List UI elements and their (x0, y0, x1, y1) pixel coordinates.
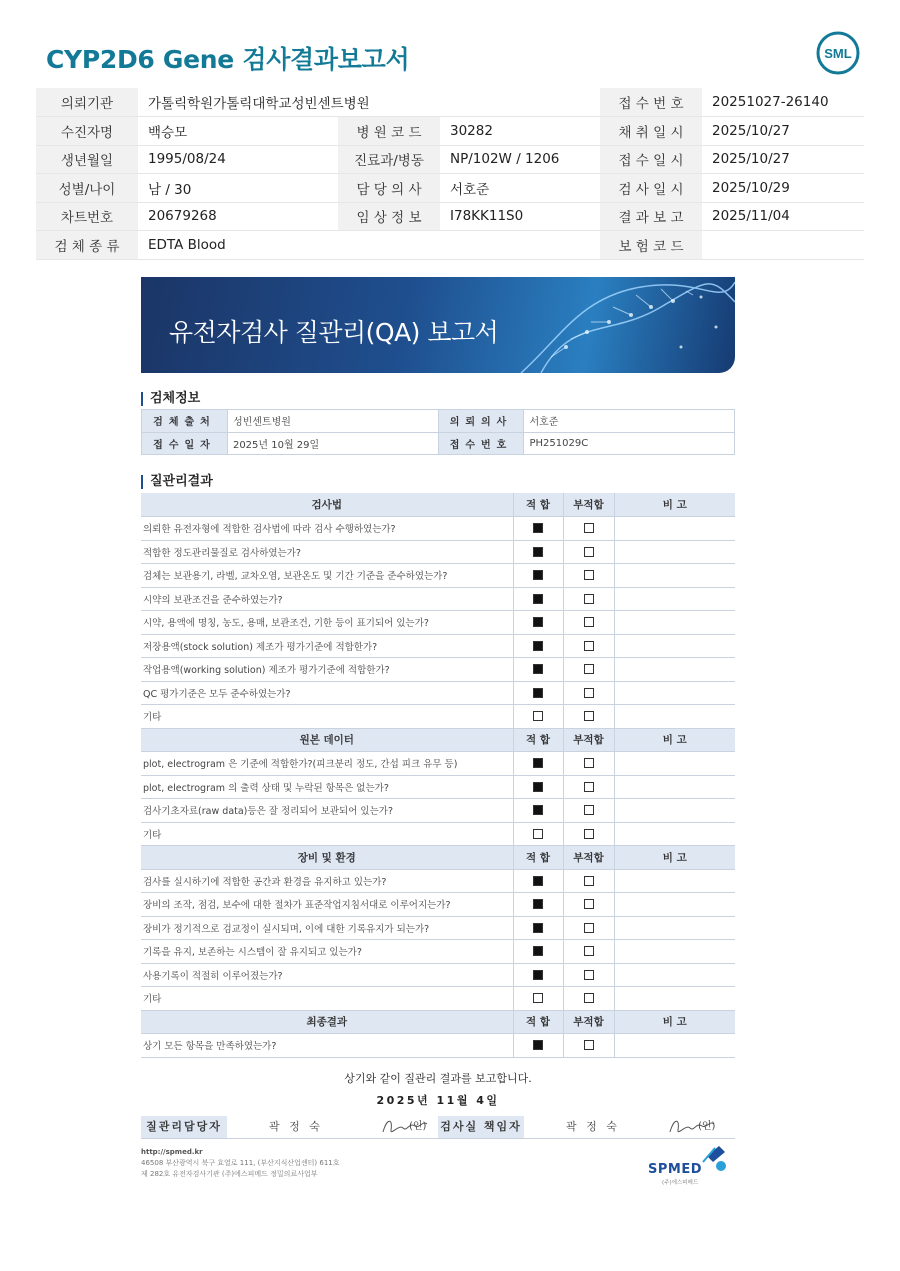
qa-manager-seal: (인) (409, 1121, 427, 1132)
pass-checkbox (533, 758, 543, 768)
info-value: 30282 (440, 117, 600, 146)
lab-director-seal: (인) (698, 1121, 716, 1132)
lab-director-signature (666, 1110, 726, 1140)
qa-question: 기록을 유지, 보존하는 시스템이 잘 유지되고 있는가? (141, 940, 513, 964)
specimen-table (141, 409, 735, 455)
specimen-source-value: 성빈센트병원 (227, 410, 438, 433)
qa-item-row (141, 775, 735, 799)
fail-checkbox (584, 829, 594, 839)
info-value: 20251027-26140 (702, 88, 864, 117)
qa-section-title: 원본 데이터 (141, 728, 513, 752)
qa-section-title: 최종결과 (141, 1010, 513, 1034)
qa-col-fail: 부적합 (563, 493, 614, 517)
info-value: 20679268 (138, 202, 338, 231)
qa-question: 기타 (141, 987, 513, 1011)
pass-checkbox (533, 523, 543, 533)
fail-checkbox (584, 617, 594, 627)
pass-checkbox (533, 876, 543, 886)
pass-checkbox (533, 594, 543, 604)
qa-item-row (141, 893, 735, 917)
pass-checkbox (533, 805, 543, 815)
qa-section-title: 검사법 (141, 493, 513, 517)
info-value: 2025/10/27 (702, 117, 864, 146)
qa-col-pass: 적 합 (513, 846, 563, 870)
info-value: 서호준 (440, 174, 600, 203)
qa-section-header (141, 728, 735, 752)
qa-note (614, 587, 735, 611)
qa-question: 시약, 용액에 명칭, 농도, 용매, 보관조건, 기한 등이 표기되어 있는가? (141, 611, 513, 635)
qa-question: 장비의 조작, 점검, 보수에 대한 절차가 표준작업지침서대로 이루어지는가? (141, 893, 513, 917)
lab-director-name: 곽 정 숙 (566, 1120, 620, 1133)
info-row (36, 117, 864, 146)
pass-checkbox (533, 923, 543, 933)
info-label: 차트번호 (36, 202, 138, 231)
qa-note (614, 705, 735, 729)
qa-result-heading: 질관리결과 (141, 475, 213, 489)
qa-result-table (141, 493, 735, 1058)
qa-note (614, 611, 735, 635)
qa-item-row (141, 681, 735, 705)
qa-question: 시약의 보관조건을 준수하였는가? (141, 587, 513, 611)
qa-note (614, 963, 735, 987)
fail-checkbox (584, 641, 594, 651)
info-value: 백승모 (138, 117, 338, 146)
qa-col-note: 비 고 (614, 846, 735, 870)
qa-question: 저장용액(stock solution) 제조가 평가기준에 적합한가? (141, 634, 513, 658)
qa-note (614, 869, 735, 893)
banner-title: 유전자검사 질관리(QA) 보고서 (169, 318, 499, 347)
info-label: 수진자명 (36, 117, 138, 146)
qa-item-row (141, 540, 735, 564)
qa-question: 기타 (141, 822, 513, 846)
fail-checkbox (584, 664, 594, 674)
signature-row (141, 1116, 735, 1139)
specimen-date-value: 2025년 10월 29일 (227, 432, 438, 455)
qa-question: QC 평가기준은 모두 준수하였는가? (141, 681, 513, 705)
qa-col-pass: 적 합 (513, 1010, 563, 1034)
qa-item-row (141, 634, 735, 658)
info-value (702, 231, 864, 260)
info-row (36, 88, 864, 117)
pass-checkbox (533, 1040, 543, 1050)
qa-note (614, 517, 735, 541)
qa-question: plot, electrogram 은 기준에 적합한가?(피크분리 정도, 간섭 피크 유무 등) (141, 752, 513, 776)
footer (141, 1147, 340, 1180)
info-label: 접 수 번 호 (600, 88, 702, 117)
info-row (36, 145, 864, 174)
info-row (36, 202, 864, 231)
qa-col-note: 비 고 (614, 728, 735, 752)
qa-item-row (141, 869, 735, 893)
qa-manager-label: 질관리담당자 (141, 1116, 227, 1138)
spmed-brand: SPMED (648, 1162, 702, 1177)
info-label: 성별/나이 (36, 174, 138, 203)
info-value: 1995/08/24 (138, 145, 338, 174)
info-label: 병 원 코 드 (338, 117, 440, 146)
qa-item-row (141, 587, 735, 611)
qa-note (614, 893, 735, 917)
pass-checkbox (533, 782, 543, 792)
qa-item-row (141, 752, 735, 776)
info-label: 보 험 코 드 (600, 231, 702, 260)
qa-col-pass: 적 합 (513, 728, 563, 752)
qa-section-header (141, 1010, 735, 1034)
qa-question: 적합한 정도관리물질로 검사하였는가? (141, 540, 513, 564)
specimen-number-value: PH251029C (524, 432, 735, 455)
fail-checkbox (584, 688, 594, 698)
pass-checkbox (533, 946, 543, 956)
fail-checkbox (584, 782, 594, 792)
qa-col-note: 비 고 (614, 493, 735, 517)
fail-checkbox (584, 946, 594, 956)
qa-item-row (141, 1034, 735, 1058)
footer-address: 46508 부산광역시 북구 효열로 111, (부산지식산업센터) 611호 (141, 1159, 340, 1167)
info-value: 2025/11/04 (702, 202, 864, 231)
qa-item-row (141, 940, 735, 964)
info-label: 진료과/병동 (338, 145, 440, 174)
report-title: CYP2D6 Gene 검사결과보고서 (46, 45, 410, 74)
info-row (36, 174, 864, 203)
pass-checkbox (533, 829, 543, 839)
closing-statement: 상기와 같이 질관리 결과를 보고합니다. (344, 1072, 532, 1085)
fail-checkbox (584, 570, 594, 580)
qa-section-title: 장비 및 환경 (141, 846, 513, 870)
pass-checkbox (533, 970, 543, 980)
info-label: 검 사 일 시 (600, 174, 702, 203)
info-label: 임 상 정 보 (338, 202, 440, 231)
info-value: 2025/10/29 (702, 174, 864, 203)
specimen-number-label: 접수번호 (438, 432, 524, 455)
info-label: 검 체 종 류 (36, 231, 138, 260)
qa-note (614, 658, 735, 682)
fail-checkbox (584, 594, 594, 604)
qa-col-note: 비 고 (614, 1010, 735, 1034)
qa-note (614, 1034, 735, 1058)
qa-item-row (141, 799, 735, 823)
qa-note (614, 564, 735, 588)
info-value: 남 / 30 (138, 174, 338, 203)
fail-checkbox (584, 711, 594, 721)
qa-section-header (141, 846, 735, 870)
pass-checkbox (533, 570, 543, 580)
qa-question: 장비가 정기적으로 검교정이 실시되며, 이에 대한 기록유지가 되는가? (141, 916, 513, 940)
fail-checkbox (584, 523, 594, 533)
info-label: 생년월일 (36, 145, 138, 174)
fail-checkbox (584, 899, 594, 909)
pass-checkbox (533, 641, 543, 651)
qa-item-row (141, 658, 735, 682)
qa-col-fail: 부적합 (563, 846, 614, 870)
specimen-doctor-label: 의뢰의사 (438, 410, 524, 433)
fail-checkbox (584, 547, 594, 557)
specimen-date-label: 접수일자 (142, 432, 228, 455)
pass-checkbox (533, 899, 543, 909)
fail-checkbox (584, 876, 594, 886)
info-value: NP/102W / 1206 (440, 145, 600, 174)
pass-checkbox (533, 711, 543, 721)
qa-question: 사용기록이 적절히 이루어졌는가? (141, 963, 513, 987)
qa-question: 기타 (141, 705, 513, 729)
pass-checkbox (533, 547, 543, 557)
fail-checkbox (584, 923, 594, 933)
footer-url: http://spmed.kr (141, 1148, 203, 1156)
qa-item-row (141, 517, 735, 541)
info-value: EDTA Blood (138, 231, 600, 260)
fail-checkbox (584, 993, 594, 1003)
pass-checkbox (533, 664, 543, 674)
qa-col-fail: 부적합 (563, 728, 614, 752)
patient-info-table (36, 88, 864, 260)
qa-item-row (141, 822, 735, 846)
info-label: 의뢰기관 (36, 88, 138, 117)
spmed-brand-sub: (주)에스피메드 (662, 1180, 699, 1186)
pass-checkbox (533, 688, 543, 698)
info-value: 2025/10/27 (702, 145, 864, 174)
qa-question: 의뢰한 유전자형에 적합한 검사법에 따라 검사 수행하였는가? (141, 517, 513, 541)
qa-item-row (141, 705, 735, 729)
qa-note (614, 775, 735, 799)
pass-checkbox (533, 993, 543, 1003)
info-row (36, 231, 864, 260)
qa-question: 작업용액(working solution) 제조가 평가기준에 적합한가? (141, 658, 513, 682)
fail-checkbox (584, 758, 594, 768)
specimen-heading: 검체정보 (141, 392, 200, 406)
footer-registration: 제 282호 유전자검사기관 (주)에스피메드 정밀의료사업부 (141, 1170, 318, 1178)
fail-checkbox (584, 1040, 594, 1050)
pass-checkbox (533, 617, 543, 627)
qa-note (614, 634, 735, 658)
qa-question: 상기 모든 항목을 만족하였는가? (141, 1034, 513, 1058)
lab-director-label: 검사실 책임자 (438, 1116, 524, 1138)
qa-note (614, 916, 735, 940)
qa-section-header (141, 493, 735, 517)
qa-note (614, 822, 735, 846)
qa-item-row (141, 963, 735, 987)
qa-note (614, 987, 735, 1011)
info-label: 결 과 보 고 (600, 202, 702, 231)
qa-question: plot, electrogram 의 출력 상태 및 누락된 항목은 없는가? (141, 775, 513, 799)
qa-item-row (141, 916, 735, 940)
info-label: 채 취 일 시 (600, 117, 702, 146)
qa-note (614, 540, 735, 564)
qa-banner (141, 277, 735, 373)
qa-question: 검사를 실시하기에 적합한 공간과 환경을 유지하고 있는가? (141, 869, 513, 893)
svg-text:SML: SML (824, 46, 852, 61)
info-value: I78KK11S0 (440, 202, 600, 231)
qa-item-row (141, 564, 735, 588)
qa-note (614, 799, 735, 823)
qa-item-row (141, 611, 735, 635)
info-label: 담 당 의 사 (338, 174, 440, 203)
info-value: 가톨릭학원가톨릭대학교성빈센트병원 (138, 88, 600, 117)
specimen-source-label: 검체출처 (142, 410, 228, 433)
info-label: 접 수 일 시 (600, 145, 702, 174)
qa-question: 검체는 보관용기, 라벨, 교차오염, 보관온도 및 기간 기준을 준수하였는가? (141, 564, 513, 588)
sml-logo (815, 30, 861, 76)
qa-item-row (141, 987, 735, 1011)
qa-col-fail: 부적합 (563, 1010, 614, 1034)
qa-note (614, 940, 735, 964)
fail-checkbox (584, 805, 594, 815)
specimen-doctor-value: 서호준 (524, 410, 735, 433)
report-date: 2025년 11월 4일 (376, 1094, 500, 1107)
qa-note (614, 681, 735, 705)
qa-col-pass: 적 합 (513, 493, 563, 517)
qa-manager-name: 곽 정 숙 (269, 1120, 323, 1133)
qa-question: 검사기초자료(raw data)등은 잘 정리되어 보관되어 있는가? (141, 799, 513, 823)
qa-note (614, 752, 735, 776)
fail-checkbox (584, 970, 594, 980)
